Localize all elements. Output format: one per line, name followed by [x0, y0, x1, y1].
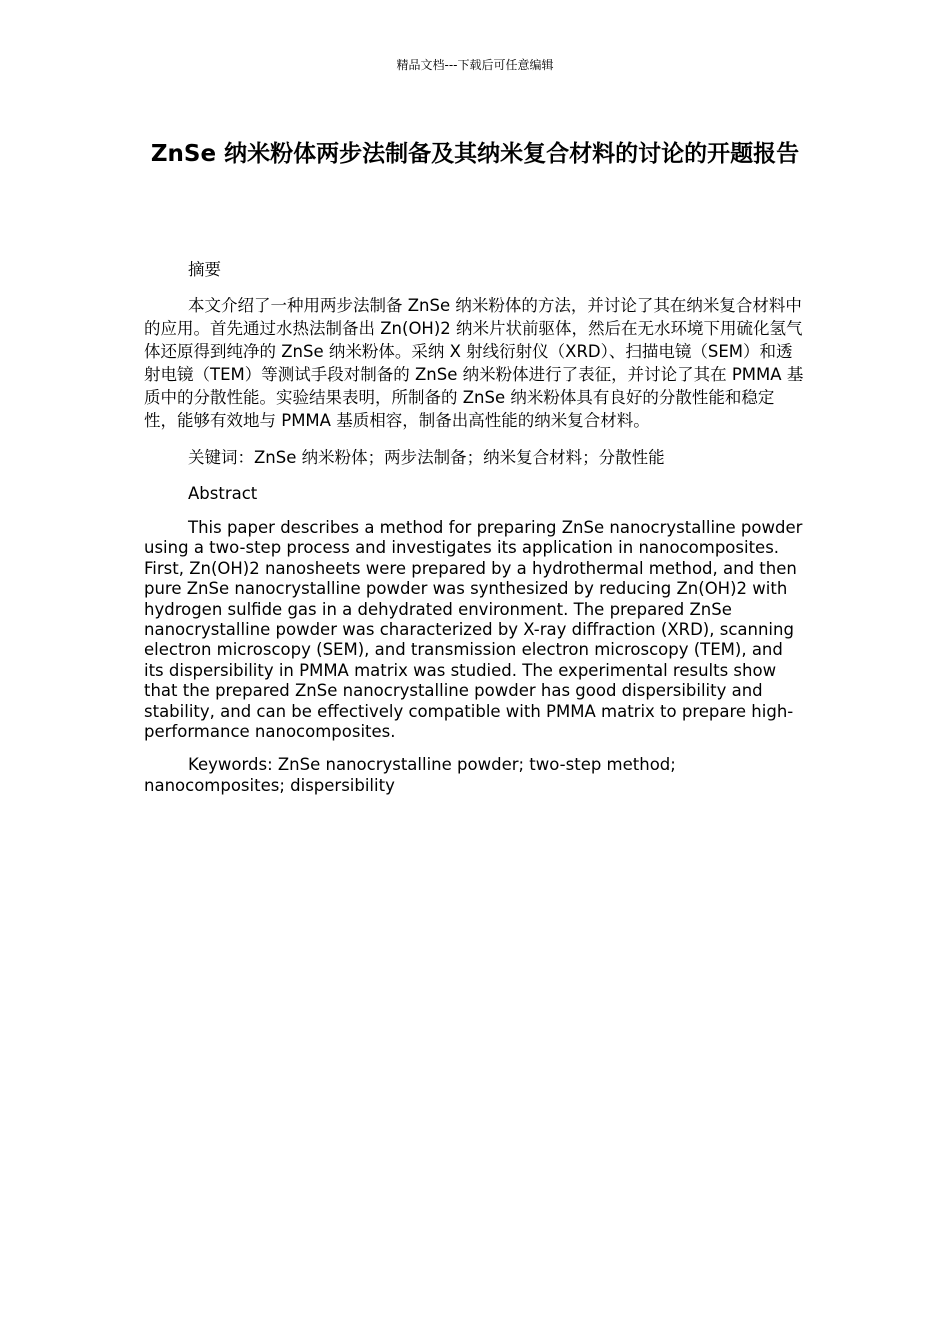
document-body [144, 258, 806, 796]
keywords-en: Keywords: ZnSe nanocrystalline powder; two-step method; nanocomposites; dispersibility [144, 755, 676, 795]
spacer [144, 742, 806, 755]
spacer [144, 469, 806, 482]
spacer [144, 505, 806, 518]
spacer [144, 432, 806, 446]
abstract-cn-body: 本文介绍了一种用两步法制备 ZnSe 纳米粉体的方法，并讨论了其在纳米复合材料中的应用。首先通过水热法制备出 Zn(OH)2 纳米片状前驱体，然后在无水环境下用硫化氢气体还原得到纯净的 ZnSe 纳米粉体。采纳 X 射线衍射仪（XRD）、扫描电镜（SEM）和透射电镜（TEM）等测试手段对制备的 ZnSe 纳米粉体进行了表征，并讨论了其在 PMMA 基质中的分散性能。实验结果表明，所制备的 ZnSe 纳米粉体具有良好的分散性能和稳定性，能够有效地与 PMMA 基质相容，制备出高性能的纳米复合材料。 [144, 296, 804, 430]
document-title: ZnSe 纳米粉体两步法制备及其纳米复合材料的讨论的开题报告 [150, 141, 800, 167]
abstract-cn-heading: 摘要 [188, 260, 221, 279]
keywords-cn: 关键词：ZnSe 纳米粉体；两步法制备；纳米复合材料；分散性能 [188, 448, 665, 467]
abstract-en-heading: Abstract [188, 484, 258, 503]
spacer [144, 281, 806, 294]
header-note: 精品文档---下载后可任意编辑 [396, 58, 554, 72]
abstract-en-body: This paper describes a method for preparing ZnSe nanocrystalline powder using a two-step process and investigates its application in nanocomposites. First, Zn(OH)2 nanosheets were prepared by a hydrothermal method, and then pure ZnSe nanocrystalline powder was synthesized by reducing Zn(OH)2 with hydrogen sulfide gas in a dehydrated environment. The prepared ZnSe nanocrystalline powder was characterized by X-ray diffraction (XRD), scanning electron microscopy (SEM), and transmission electron microscopy (TEM), and its dispersibility in PMMA matrix was studied. The experimental results show that the prepared ZnSe nanocrystalline powder has good dispersibility and stability, and can be effectively compatible with PMMA matrix to prepare high-performance nanocomposites. [144, 518, 803, 742]
